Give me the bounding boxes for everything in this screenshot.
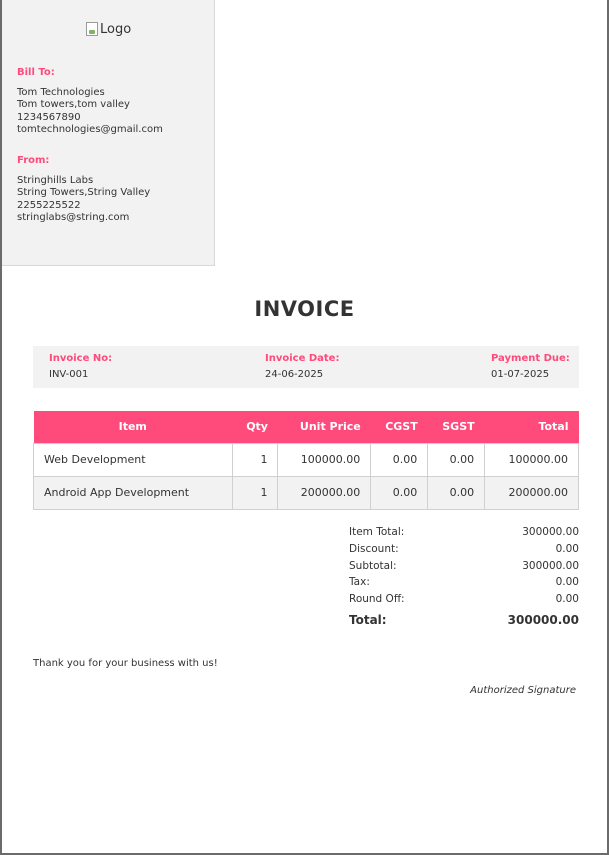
authorized-signature: Authorized Signature	[470, 685, 576, 696]
invoice-date-value: 24-06-2025	[265, 369, 324, 380]
cell-sgst: 0.00	[428, 443, 485, 476]
invoice-date-block	[265, 353, 339, 380]
logo-alt-text: Logo	[100, 21, 132, 37]
payment-due-label: Payment Due:	[491, 353, 570, 364]
tax-label: Tax:	[349, 576, 370, 589]
header-total: Total	[485, 411, 579, 443]
invoice-number-value: INV-001	[49, 369, 89, 380]
header-cgst: CGST	[371, 411, 428, 443]
header-qty: Qty	[232, 411, 278, 443]
thank-you-note: Thank you for your business with us!	[33, 658, 218, 669]
invoice-number-label: Invoice No:	[49, 353, 113, 364]
discount-value: 0.00	[555, 542, 579, 555]
bill-to-address: Tom towers,tom valley	[17, 99, 130, 111]
header-item: Item	[34, 411, 233, 443]
round-off-row	[349, 592, 579, 609]
bill-to-email: tomtechnologies@gmail.com	[17, 123, 163, 135]
invoice-number-block	[49, 353, 112, 380]
totals-summary	[349, 525, 579, 630]
cell-sgst: 0.00	[428, 476, 485, 509]
from-phone: 2255225522	[17, 199, 81, 211]
subtotal-label: Subtotal:	[349, 559, 397, 572]
cell-qty: 1	[232, 476, 278, 509]
broken-image-icon	[86, 22, 98, 36]
invoice-title: INVOICE	[254, 297, 355, 321]
header-sgst: SGST	[428, 411, 485, 443]
bill-to-phone: 1234567890	[17, 111, 81, 123]
grand-total-value: 300000.00	[507, 612, 579, 627]
bill-to-section	[17, 67, 212, 136]
header-unit-price: Unit Price	[278, 411, 371, 443]
items-table	[33, 411, 579, 510]
cell-unit-price: 100000.00	[278, 443, 371, 476]
cell-item: Web Development	[34, 443, 233, 476]
from-section	[17, 155, 212, 224]
round-off-value: 0.00	[555, 593, 579, 606]
invoice-meta-bar	[33, 346, 579, 388]
item-total-row	[349, 525, 579, 542]
cell-cgst: 0.00	[371, 476, 428, 509]
payment-due-block	[491, 353, 570, 380]
grand-total-row	[349, 613, 579, 630]
discount-row	[349, 542, 579, 559]
cell-qty: 1	[232, 443, 278, 476]
item-total-label: Item Total:	[349, 526, 405, 538]
from-email: stringlabs@string.com	[17, 211, 130, 223]
cell-cgst: 0.00	[371, 443, 428, 476]
cell-total: 100000.00	[485, 443, 579, 476]
table-row	[34, 476, 579, 509]
from-address: String Towers,String Valley	[17, 187, 151, 199]
item-total-value: 300000.00	[522, 526, 579, 538]
tax-value: 0.00	[555, 576, 579, 589]
from-heading: From:	[17, 155, 50, 166]
round-off-label: Round Off:	[349, 593, 405, 606]
sidebar-panel	[2, 0, 215, 266]
subtotal-row	[349, 559, 579, 576]
subtotal-value: 300000.00	[522, 559, 579, 572]
items-header-row	[34, 411, 579, 443]
table-row	[34, 443, 579, 476]
cell-total: 200000.00	[485, 476, 579, 509]
cell-item: Android App Development	[34, 476, 233, 509]
payment-due-value: 01-07-2025	[491, 369, 550, 380]
discount-label: Discount:	[349, 542, 399, 555]
from-company: Stringhills Labs	[17, 175, 94, 186]
company-logo	[86, 20, 131, 38]
grand-total-label: Total:	[349, 612, 387, 627]
invoice-date-label: Invoice Date:	[265, 353, 340, 364]
bill-to-heading: Bill To:	[17, 67, 55, 78]
bill-to-company: Tom Technologies	[17, 87, 105, 98]
tax-row	[349, 575, 579, 592]
cell-unit-price: 200000.00	[278, 476, 371, 509]
